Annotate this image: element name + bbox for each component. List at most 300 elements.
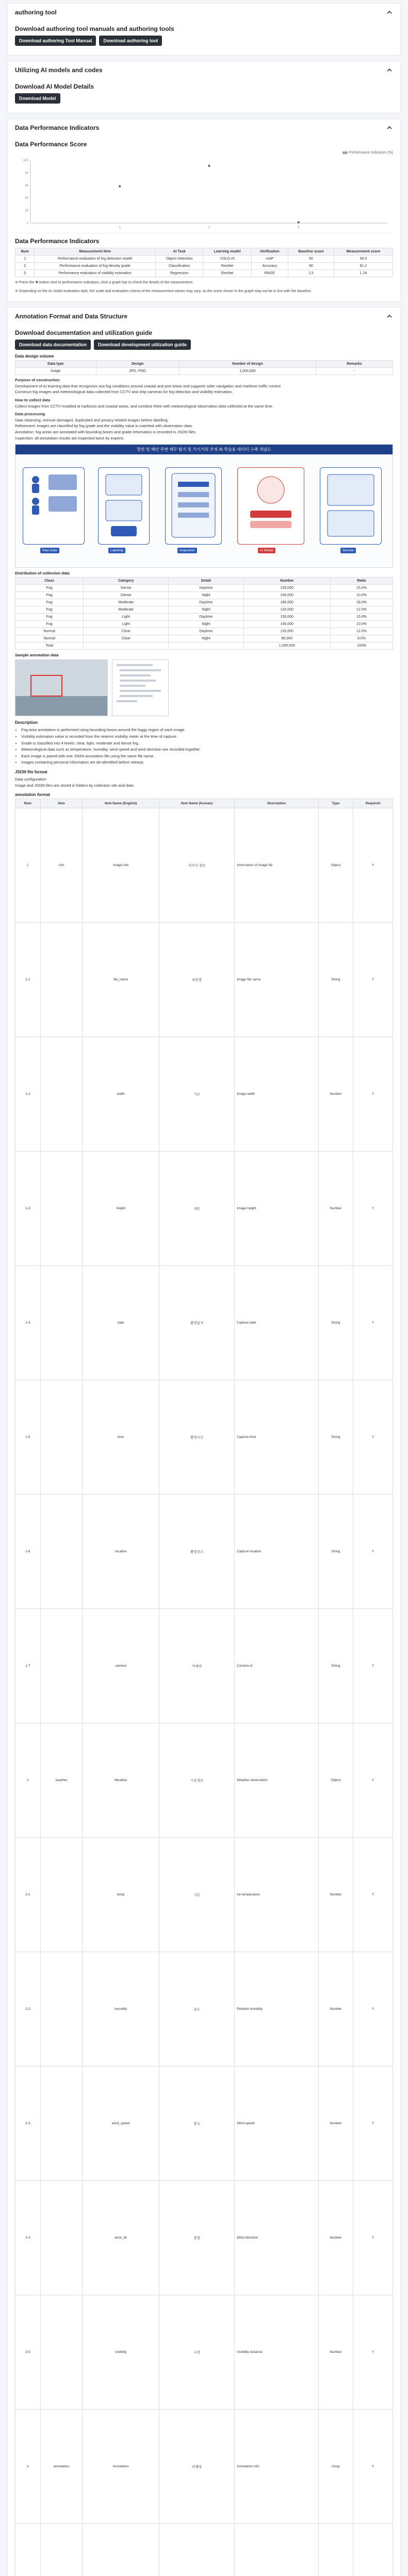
paragraph: Development of AI learning data that recognizes sea fog conditions around coastal and port areas and supports safer navigation and maritime traffic control. [15,383,282,388]
table-header-cell: AI Task [155,248,203,256]
list-item: • Visibility estimation value is recorded from the nearest visibility meter at the time of capture. [21,734,393,740]
table-cell: Number [319,2066,353,2181]
table-cell: 120,000 [243,628,330,635]
table-cell: 이미지 정보 [159,808,234,923]
table-cell: Fog [15,614,84,621]
raw-data-box [23,467,85,545]
annotation-title: Annotation Format and Data Structure [15,313,128,320]
table-row [15,1723,393,1838]
table-cell: Accuracy [251,263,288,270]
table-cell: 촬영일자 [159,1266,234,1380]
table-cell: Night [169,621,243,628]
inspection-box [165,467,222,545]
table-cell: Fog [15,599,84,606]
table-cell: 1-3 [15,1151,41,1266]
table-cell: 10.0% [330,592,393,599]
table-cell: Capture time [235,1380,319,1495]
paragraph: Data processing [15,412,45,417]
table-cell: camera [83,1609,159,1723]
table-row [15,599,393,606]
performance-title: Data Performance Indicators [15,124,100,131]
table-header-cell: Number of design [179,361,316,368]
table-cell: Image [15,368,96,375]
table-cell: Light [84,614,169,621]
table-cell: Capture location [235,1495,319,1609]
table-cell: Performance evaluation of visibility estimation [35,270,155,277]
table-cell: mAP [251,256,288,263]
table-header-cell: Data type [15,361,96,368]
y-tick-label: 100 [23,159,28,162]
table-cell: Dense [84,592,169,599]
table-cell: 15.0% [330,614,393,621]
download-manual-button[interactable]: Download authoring Tool Manual [15,36,96,46]
table-header-cell: Item Name (English) [83,799,159,808]
ai-model-tag: AI Model [258,548,275,553]
table-cell: 1,000,000 [179,368,316,375]
table-cell [40,1266,83,1380]
table-cell: 12.0% [330,628,393,635]
paragraph: Annotation: fog areas are annotated with bounding boxes and grade information is recorded in JSON files. [15,430,197,434]
table-cell [40,2181,83,2295]
paragraph: How to collect data [15,397,51,402]
table-cell: Daytime [169,585,243,592]
table-cell: Image info [83,808,159,923]
table-cell [169,642,243,650]
table-cell: 150,000 [243,585,330,592]
table-row [15,2181,393,2295]
list-item: • Each image is paired with one JSON annotation file using the same file name. [21,753,393,759]
table-cell [40,2524,83,2576]
table-cell: ResNet [203,263,251,270]
table-row [15,2295,393,2410]
y-tick-label: 0 [26,222,28,225]
json-line-2: Image and JSON files are stored in folders by collection site and date. [15,783,135,788]
authoring-panel [7,3,401,56]
table-header-cell: Measurement score [334,248,393,256]
table-cell: Performance evaluation of fog detection model [35,256,155,263]
table-cell: Image file name [235,923,319,1037]
concept-diagram [15,444,393,568]
table-row [15,1151,393,1266]
table-row [15,808,393,923]
download-tool-button[interactable]: Download authoring tool [99,36,162,46]
stats-table [15,577,393,650]
paragraph: Inspection: all annotation results are inspected twice by experts. [15,435,125,440]
table-cell: 2-2 [15,1952,41,2066]
table-cell: Y [353,1266,393,1380]
table-row [15,2524,393,2576]
paragraph: Collect images from CCTV installed at harbours and coastal areas, and combine them with meteorological observation data collected at the same time. [15,403,273,409]
table-cell: Performance evaluation of fog density grade [35,263,155,270]
table-cell [40,1838,83,1952]
table-cell: String [319,1266,353,1380]
table-cell [353,2524,393,2576]
table-cell: Object [319,808,353,923]
table-cell: 파일명 [159,923,234,1037]
table-cell: 1 [15,256,35,263]
table-cell: Clear [84,628,169,635]
table-cell: 100,000 [243,621,330,628]
table-cell: Moderate [84,599,169,606]
sample-caption: Sample annotation data [15,653,59,658]
data-point[interactable] [298,222,300,224]
table-header-cell: Verification [251,248,288,256]
table-row [15,1495,393,1609]
chart-title: Data Performance Score [15,141,87,148]
table-cell: 1,000,000 [243,642,330,650]
table-row [15,270,393,277]
description-text [15,377,393,441]
y-tick-label: 60 [25,184,28,188]
table-header-cell: Detail [169,578,243,585]
json-preview [112,660,168,716]
table-cell: wind_dir [83,2181,159,2295]
table-cell: String [319,1380,353,1495]
service-box [320,467,382,545]
table-cell: Y [353,923,393,1037]
table-cell [319,2524,353,2576]
table-cell: Number [319,1838,353,1952]
table-cell: JPG, PNG [96,368,179,375]
table-header-cell: Category [84,578,169,585]
table-cell: 1-4 [15,1266,41,1380]
download-documentation-button[interactable]: Download data documentation [15,340,91,350]
table-cell: 세로 [159,1151,234,1266]
authoring-subtitle: Download authoring tool manuals and authoring tools [15,25,174,32]
table-cell: Night [169,635,243,642]
table-cell [40,2295,83,2410]
table-cell: Number [319,2295,353,2410]
table-cell: 180,000 [243,599,330,606]
x-tick-label: 3 [298,226,300,229]
download-guide-button[interactable]: Download development utilization guide [94,340,191,350]
data-design-label: Data design volume [15,354,54,359]
table-cell: Array [319,2410,353,2524]
table-cell: height [83,1151,159,1266]
table-header-cell: Item Name (Korean) [159,799,234,808]
diagram-title: 항만 및 해안 주변 해무 탐지 및 가시거리 추정 AI 학습용 데이터 구축 개념도 [15,445,393,454]
table-cell [40,1151,83,1266]
table-row [15,585,393,592]
table-cell: Image width [235,1037,319,1151]
table-cell: 카메라 [159,1609,234,1723]
table-cell: 10.0% [330,621,393,628]
paragraph: Construct fog images and meteorological data collected from CCTV and ship cameras for fog detection and visibility estimation. [15,389,233,395]
table-cell: Y [353,1495,393,1609]
table-header-cell: Num [15,799,41,808]
table-cell: annotation [40,2410,83,2524]
raw-data-tag: Raw Data [40,548,59,553]
table-row [15,614,393,621]
y-tick-label: 40 [25,197,28,200]
paragraph: Purpose of construction [15,378,60,382]
table-cell: 촬영시간 [159,1380,234,1495]
fog-image [15,660,107,716]
table-cell: width [83,1037,159,1151]
table-cell: 기온 [159,1838,234,1952]
table-cell: 1-2 [15,1037,41,1151]
table-cell: 2 [15,1723,41,1838]
table-header-cell: Measurement item [35,248,155,256]
labeling-box [98,467,150,545]
table-cell: 2-3 [15,2066,41,2181]
table-cell: 8.0% [330,635,393,642]
table-cell: Wind direction [235,2181,319,2295]
chevron-up-icon[interactable] [386,313,393,320]
table-cell: visibility [83,2295,159,2410]
table-cell: 2 [15,263,35,270]
table-cell: Daytime [169,614,243,621]
table-cell: 2-5 [15,2295,41,2410]
labeling-icon [101,469,147,541]
table-row [15,1266,393,1380]
x-tick-label: 2 [208,226,210,229]
table-cell: info [40,808,83,923]
table-cell: 2-4 [15,2181,41,2295]
service-icon [322,469,379,541]
models-header[interactable] [8,61,400,79]
table-cell: time [83,1380,159,1495]
inspection-tag: Inspection [177,548,197,553]
table-cell: Y [353,1609,393,1723]
list-title: Description [15,720,38,725]
table-cell: Night [169,606,243,614]
table-cell: 가로 [159,1037,234,1151]
table-cell [40,923,83,1037]
inspection-icon [168,469,219,541]
table-cell: Night [169,592,243,599]
table-cell: Fog [15,592,84,599]
table-header-cell: Ratio [330,578,393,585]
stats-caption: Distribution of collection data [15,571,70,576]
table-cell: String [319,1495,353,1609]
list-item: • Meteorological data such as temperature, humidity, wind speed and wind direction are recorded together. [21,747,393,753]
table-row [15,2066,393,2181]
table-cell: 1-1 [15,923,41,1037]
labeling-tag: Labeling [108,548,125,553]
table-cell: Number [319,2181,353,2295]
table-cell: Normal [15,635,84,642]
table-cell [40,1609,83,1723]
service-tag: Service [340,548,356,553]
table-cell: 90 [288,263,334,270]
table-header-cell: Description [235,799,319,808]
table-cell: 1 [15,808,41,923]
perf-note-2: ※ Depending on the AI model evaluation task, the scale and evaluation criteria of the measurement values may vary, so the score shown in the graph may not be in line with the baseline. [15,289,312,293]
table-cell: ResNet [203,270,251,277]
table-row [15,2410,393,2524]
paragraph: Refinement: images are classified by fog grade and the visibility value is matched with observation data. [15,423,193,429]
table-cell [40,1495,83,1609]
table-cell: 1-7 [15,1609,41,1723]
table-cell: 시정 [159,2295,234,2410]
table-cell: 12.0% [330,606,393,614]
table-cell: humidity [83,1952,159,2066]
table-cell: Y [353,2410,393,2524]
bullet-list [15,727,393,766]
table-row [15,606,393,614]
table-cell [40,2066,83,2181]
perf-note-1: ※ Press the ✚ button next to performance indicators, click a graph bar to check the details of the measurement. [15,281,193,284]
performance-table [15,248,393,277]
table-cell: Daytime [169,628,243,635]
table-cell: 80,000 [243,635,330,642]
performance-panel [7,118,401,302]
table-cell: 기상정보 [159,1723,234,1838]
paragraph: Data cleansing: remove damaged, duplicated and privacy-related images before labelling. [15,417,169,422]
table-cell: Fog [15,585,84,592]
table-cell: file_name [83,923,159,1037]
table-header-cell: Required [353,799,393,808]
table-cell: Image height [235,1151,319,1266]
list-item: • Fog area annotation is performed using bounding boxes around the foggy region of each image. [21,727,393,733]
table-cell: 1.5 [288,270,334,277]
table-cell: Moderate [84,606,169,614]
table-cell [40,1037,83,1151]
table-row [15,592,393,599]
table-cell: 100,000 [243,592,330,599]
chevron-up-icon[interactable] [386,124,393,131]
table-cell: 18.0% [330,599,393,606]
table-cell: Normal [15,628,84,635]
table-cell [159,2524,234,2576]
table-cell: Weather [83,1723,159,1838]
table-cell: Information of image file [235,808,319,923]
models-panel [7,61,401,113]
chevron-up-icon[interactable] [386,9,393,16]
table-cell: Y [353,1151,393,1266]
table-row [15,923,393,1037]
table-row [15,1838,393,1952]
x-tick-label: 1 [119,226,121,229]
table-row [15,628,393,635]
annotation-header[interactable] [8,308,400,325]
table-cell: 1-5 [15,1380,41,1495]
table-cell: 촬영장소 [159,1495,234,1609]
table-cell: Y [353,2295,393,2410]
performance-header[interactable] [8,119,400,137]
table-cell: 1-6 [15,1495,41,1609]
table-cell: Annotation info [235,2410,319,2524]
schema-table [15,799,393,2576]
table-cell: Annotation [83,2410,159,2524]
table-cell: temp [83,1838,159,1952]
table-cell: 3 [15,2410,41,2524]
table-cell: 습도 [159,1952,234,2066]
table-cell [235,2524,319,2576]
json-line-1: Data configuration [15,777,46,782]
download-model-button[interactable]: Download Model [15,93,60,104]
table-cell: 100% [330,642,393,650]
table-header-cell: Type [319,799,353,808]
table-cell: Object [319,1723,353,1838]
table-header-cell: Remarks [316,361,393,368]
authoring-header[interactable] [8,4,400,21]
table-cell: Regression [155,270,203,277]
table-cell: Number [319,1952,353,2066]
list-item: • Images containing personal information are de-identified before release. [21,759,393,766]
data-point[interactable] [208,165,210,167]
table-header-cell: Design [96,361,179,368]
table-row [15,621,393,628]
sample-image [15,659,108,716]
table-cell: 풍속 [159,2066,234,2181]
table-cell: Dense [84,585,169,592]
table-cell: 1.18 [334,270,393,277]
table-cell: Fog [15,606,84,614]
table-cell: location [83,1495,159,1609]
table-cell: Y [353,1380,393,1495]
json-text [15,776,393,788]
table-cell: wind_speed [83,2066,159,2181]
sample-images [15,659,393,716]
table-row [15,1609,393,1723]
chevron-up-icon[interactable] [386,66,393,74]
table-cell [15,2524,41,2576]
table-cell [83,2524,159,2576]
table-row [15,263,393,270]
table-cell: Y [353,2181,393,2295]
table-cell: Classification [155,263,203,270]
table-header-cell: Learning model [203,248,251,256]
legend-label: Performance Indicators (%) [349,151,393,155]
table-cell: - [316,368,393,375]
data-point[interactable] [119,185,121,188]
table-header-cell: Baseline score [288,248,334,256]
table-cell: Total [15,642,84,650]
table-cell: Y [353,2066,393,2181]
annotation-subtitle: Download documentation and utilization guide [15,329,152,336]
table-row [15,1380,393,1495]
table-cell: 2-1 [15,1838,41,1952]
table-cell: Number [319,1151,353,1266]
table-row [15,642,393,650]
table-cell: Light [84,621,169,628]
table-cell: Visibility distance [235,2295,319,2410]
json-label: JSON file format [15,770,47,774]
performance-chart [15,151,393,233]
table-row [15,1952,393,2066]
models-title: Utilizing AI models and codes [15,66,103,74]
table-cell: String [319,923,353,1037]
table-cell: YOLO v5 [203,256,251,263]
table-cell: 3 [15,270,35,277]
table-cell: 150,000 [243,614,330,621]
table-cell: Relative humidity [235,1952,319,2066]
table-row [15,635,393,642]
table-cell: Capture date [235,1266,319,1380]
annotation-panel [7,307,401,2576]
table-cell: Air temperature [235,1838,319,1952]
table-cell: 50 [288,256,334,263]
sample-json [112,659,169,716]
table-cell: Fog [15,621,84,628]
people-icon [25,469,82,526]
table-cell: Y [353,808,393,923]
table-cell: Camera id [235,1609,319,1723]
table-cell: 120,000 [243,606,330,614]
table-header-cell: Number [243,578,330,585]
table-header-cell: Class [15,578,84,585]
table-header-cell: Num [15,248,35,256]
table-cell: 15.0% [330,585,393,592]
table-header-cell: Item [40,799,83,808]
authoring-title: authoring tool [15,9,57,16]
perf-table-title: Data Performance Indicators [15,238,100,245]
table-cell: Object Detection [155,256,203,263]
ai-model-box [237,467,304,545]
table-cell: Y [353,1037,393,1151]
